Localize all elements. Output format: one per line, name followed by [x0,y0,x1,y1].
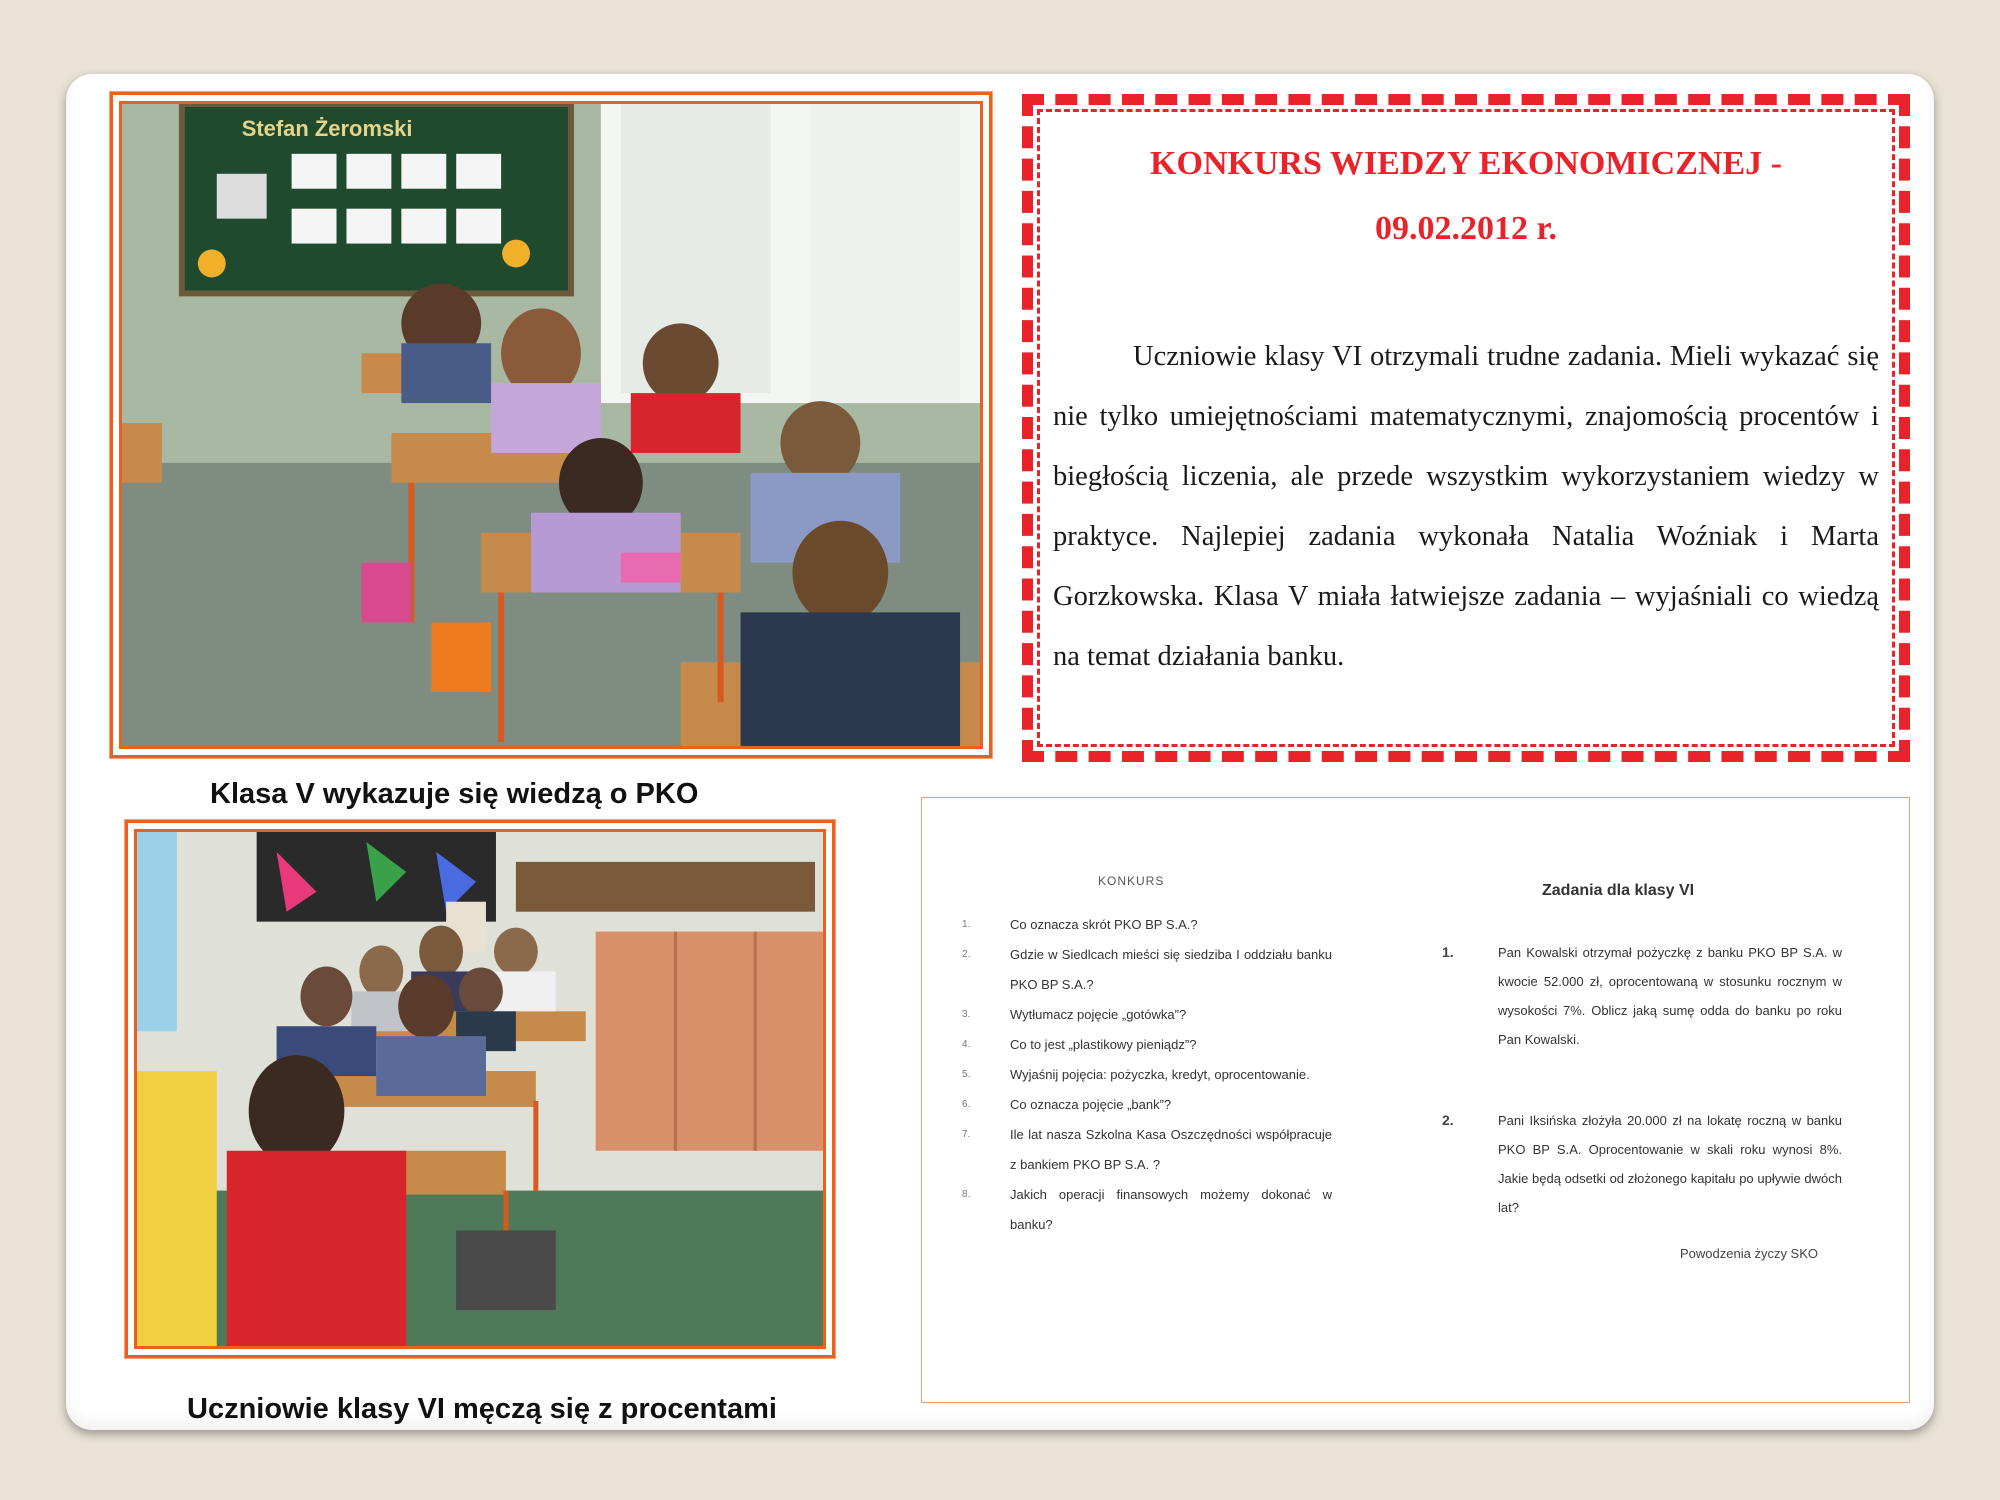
list-item: 5. Wyjaśnij pojęcia: pożyczka, kredyt, oprocentowanie. [962,1067,1310,1082]
list-item: 2. Gdzie w Siedlcach mieści się siedziba I oddziału banku PKO BP S.A.? [962,947,1332,992]
article-box [1022,94,1910,762]
classroom-scene-2 [137,832,823,1346]
worksheet-questions-list [962,910,1332,1240]
photo-2-caption: Uczniowie klasy VI męczą się z procentami [187,1393,777,1425]
photo-1-caption: Klasa V wykazuje się wiedzą o PKO [210,778,699,810]
classroom-scene-1 [122,104,980,746]
list-item: 1. Co oznacza skrót PKO BP S.A.? [962,917,1198,932]
article-title-line-2: 09.02.2012 r. [1375,210,1557,247]
classroom-photo-2 [125,820,835,1358]
list-item: 1. Pan Kowalski otrzymał pożyczkę z banku PKO BP S.A. w kwocie 52.000 zł, oprocentowaną w stosunku rocznym w wysokości 7%. Oblicz jaką sumę odda do banku po roku Pan Kowalski. [1442,944,1842,1047]
classroom-photo-1 [110,92,992,758]
worksheet-signature: Powodzenia życzy SKO [1680,1246,1819,1261]
list-item: 3. Wytłumacz pojęcie „gotówka”? [962,1007,1187,1022]
list-item: 7. Ile lat nasza Szkolna Kasa Oszczędności współpracuje z bankiem PKO BP S.A. ? [962,1127,1332,1172]
board-heading: Stefan Żeromski [241,115,413,141]
list-item: 2. Pani Iksińska złożyła 20.000 zł na lokatę roczną w banku PKO BP S.A. Oprocentowanie w skali roku wynosi 8%. Jakie będą odsetki od złożonego kapitału po upływie dwóch lat? [1442,1112,1842,1215]
worksheet-konkurs-label: KONKURS [1098,874,1165,888]
photo-2-image [134,829,826,1349]
article-title-line-1: KONKURS WIEDZY EKONOMICZNEJ - [1150,145,1782,182]
list-item: 6. Co oznacza pojęcie „bank”? [962,1097,1172,1112]
list-item: 8. Jakich operacji finansowych możemy dokonać w banku? [962,1187,1332,1232]
list-item: 4. Co to jest „plastikowy pieniądz”? [962,1037,1197,1052]
worksheet-tasks-title: Zadania dla klasy VI [1542,882,1695,899]
worksheet-tasks-list [1442,938,1842,1274]
photo-1-image [119,101,983,749]
worksheet-scan [921,797,1910,1403]
article-body: Uczniowie klasy VI otrzymali trudne zadania. Mieli wykazać się nie tylko umiejętnościami matematycznymi, znajomością procentów i biegłością liczenia, ale przede wszystkim wykorzystaniem wiedzy w praktyce. Najlepiej zadania wykonała Natalia Woźniak i Marta Gorzkowska. Klasa V miała łatwiejsze zadania – wyjaśniali co wiedzą na temat działania banku. [1053,341,1879,672]
